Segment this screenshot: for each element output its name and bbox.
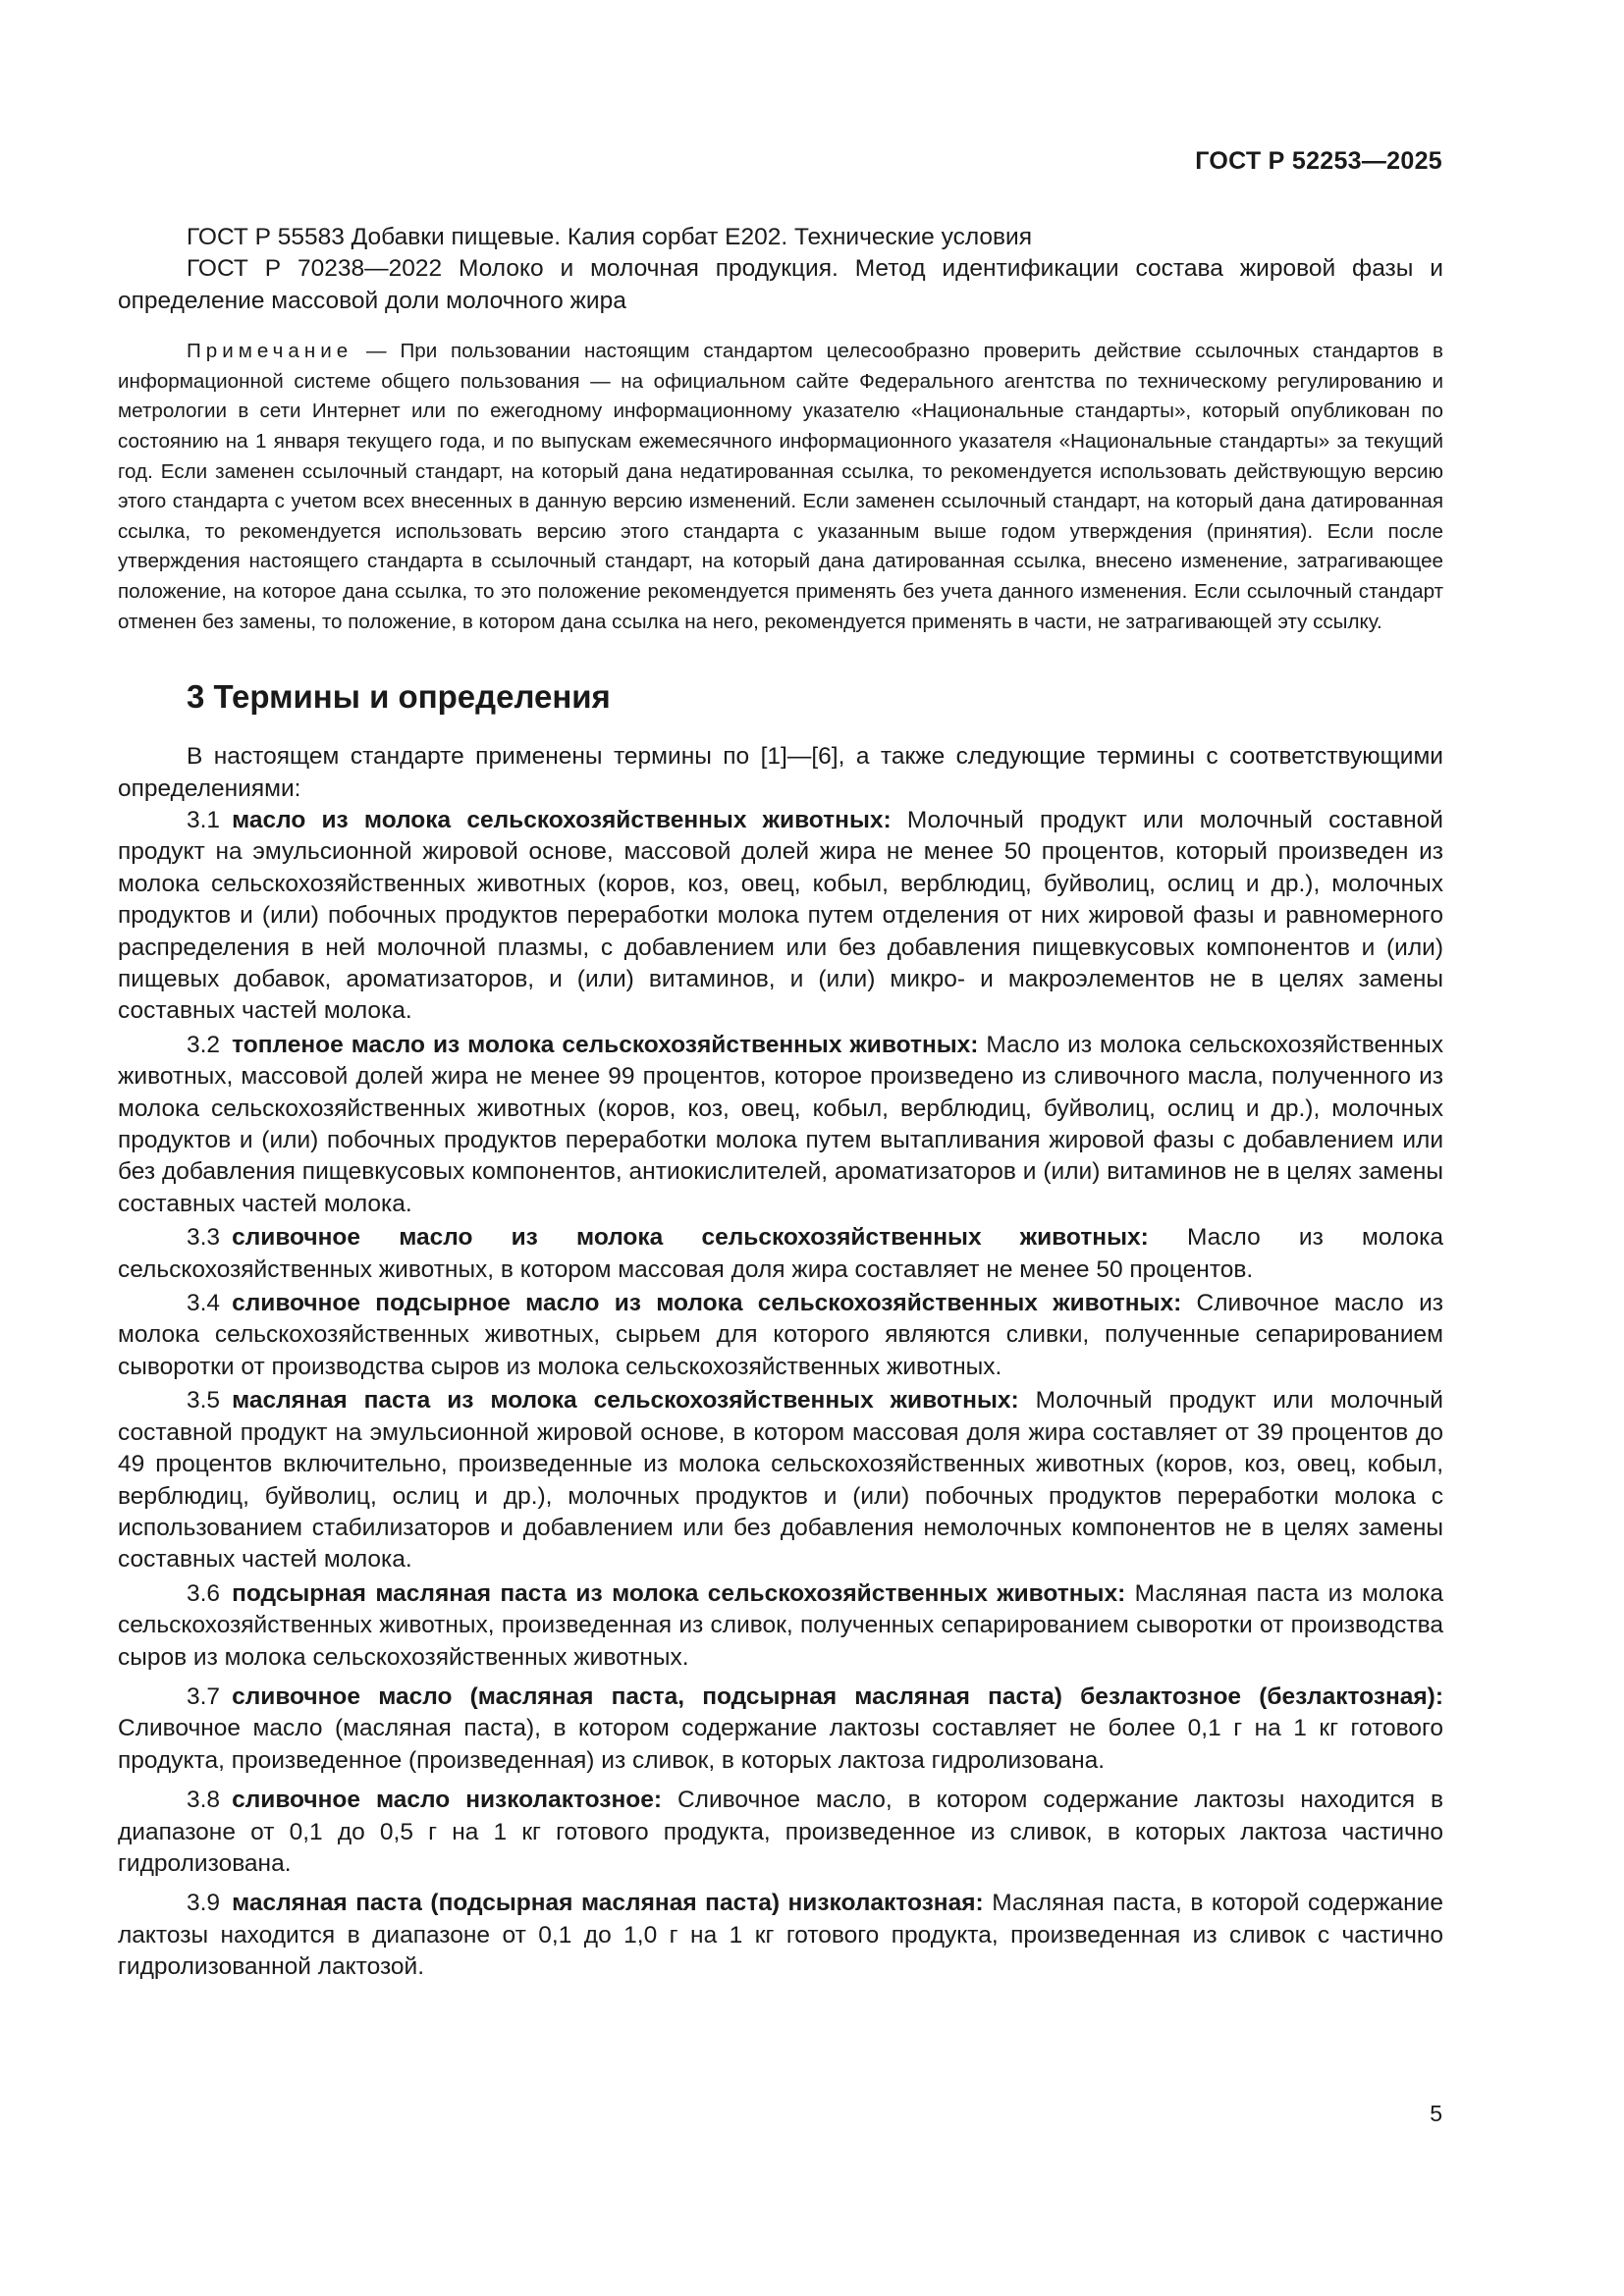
term-text: Масляная паста, в которой содержание лактозы находится в диапазоне от 0,1 до 1,0 г на 1 кг готового продукта, произведенная из сливок с частично гидролизованной лактозой. (118, 1890, 1443, 1981)
term-number: 3.9 (187, 1890, 221, 1917)
page-content (118, 222, 1443, 1986)
term-name: сливочное масло низколактозное: (232, 1787, 663, 1814)
term-number: 3.8 (187, 1787, 221, 1814)
term-text: Сливочное масло, в котором содержание лактозы находится в диапазоне от 0,1 до 0,5 г на 1 кг готового продукта, произведенное из сливок, в которых лактоза частично гидролизована. (118, 1787, 1443, 1877)
document-code-header: ГОСТ Р 52253—2025 (1195, 147, 1442, 175)
term-number: 3.1 (187, 806, 221, 833)
term-definition (118, 1682, 1443, 1777)
term-number: 3.7 (187, 1682, 221, 1710)
section-intro: В настоящем стандарте применены термины по [1]—[6], а также следующие термины с соответствующими определениями: (118, 743, 1443, 802)
term-definition (118, 805, 1443, 1028)
term-definition (118, 1888, 1443, 1983)
term-definition (118, 1288, 1443, 1383)
term-name: сливочное подсырное масло из молока сельскохозяйственных животных: (232, 1290, 1182, 1317)
note-text: — При пользовании настоящим стандартом целесообразно проверить действие ссылочных стандартов в информационной системе общего пользования — на официальном сайте Федерального агентства по техническому регулированию и метрологии в сети Интернет или по ежегодному информационному указателю «Национальные стандарты», который опубликован по состоянию на 1 января текущего года, и по выпускам ежемесячного информационного указателя «Национальные стандарты» за текущий год. Если заменен ссылочный стандарт, на который дана недатированная ссылка, то рекомендуется использовать действующую версию этого стандарта с учетом всех внесенных в данную версию изменений. Если заменен ссылочный стандарт, на который дана датированная ссылка, то рекомендуется использовать версию этого стандарта с указанным выше годом утверждения (принятия). Если после утверждения настоящего стандарта в ссылочный стандарт, на который дана датированная ссылка, внесено изменение, затрагивающее положение, на которое дана ссылка, то это положение рекомендуется применять без учета данного изменения. Если ссылочный стандарт отменен без замены, то положение, в котором дана ссылка на него, рекомендуется применять в части, не затрагивающей эту ссылку. (118, 340, 1443, 633)
term-text: Масло из молока сельскохозяйственных животных, в котором массовая доля жира составляет не менее 50 процентов. (118, 1224, 1443, 1283)
term-definition (118, 1385, 1443, 1575)
term-definition (118, 1578, 1443, 1674)
term-number: 3.2 (187, 1031, 221, 1058)
term-number: 3.3 (187, 1224, 221, 1252)
term-text: Сливочное масло (масляная паста), в котором содержание лактозы составляет не более 0,1 г на 1 кг готового продукта, произведенное (произведенная) из сливок, в которых лактоза гидролизована. (118, 1715, 1443, 1774)
term-name: масляная паста из молока сельскохозяйственных животных: (232, 1387, 1019, 1415)
term-name: масло из молока сельскохозяйственных животных: (232, 806, 892, 833)
note-label: Примечание (187, 340, 353, 363)
term-name: сливочное масло (масляная паста, подсырная масляная паста) безлактозное (безлактозная): (232, 1682, 1443, 1710)
term-name: масляная паста (подсырная масляная паста) низколактозная: (232, 1890, 984, 1917)
reference-item: ГОСТ Р 55583 Добавки пищевые. Калия сорбат Е202. Технические условия (187, 224, 1032, 250)
normative-references (118, 222, 1443, 317)
section-title: 3 Термины и определения (187, 678, 611, 716)
term-definition (118, 1030, 1443, 1220)
term-number: 3.6 (187, 1579, 221, 1607)
page-number: 5 (1430, 2101, 1442, 2126)
term-text: Масляная паста из молока сельскохозяйственных животных, произведенная из сливок, полученных сепарированием сыворотки от производства сыров из молока сельскохозяйственных животных. (118, 1579, 1443, 1671)
term-name: сливочное масло из молока сельскохозяйственных животных: (232, 1224, 1149, 1252)
term-name: подсырная масляная паста из молока сельскохозяйственных животных: (232, 1579, 1126, 1607)
term-number: 3.4 (187, 1290, 221, 1317)
term-text: Масло из молока сельскохозяйственных животных, массовой долей жира не менее 99 процентов, которое произведено из сливочного масла, полученного из молока сельскохозяйственных животных (коров, коз, овец, кобыл, верблюдиц, буйволиц, ослиц и др.), молочных продуктов и (или) побочных продуктов переработки молока путем вытапливания жировой фазы с добавлением или без добавления пищевкусовых компонентов, антиокислителей, ароматизаторов и (или) витаминов не в целях замены составных частей молока. (118, 1031, 1443, 1217)
term-name: топленое масло из молока сельскохозяйственных животных: (232, 1031, 979, 1058)
term-definition (118, 1222, 1443, 1286)
term-number: 3.5 (187, 1387, 221, 1415)
reference-note (118, 337, 1443, 637)
term-text: Молочный продукт или молочный составной продукт на эмульсионной жировой основе, массовой долей жира не менее 50 процентов, который произведен из молока сельскохозяйственных животных (коров, коз, овец, кобыл, верблюдиц, буйволиц, ослиц и др.), молочных продуктов и (или) побочных продуктов переработки молока путем отделения от них жировой фазы и равномерного распределения в ней молочной плазмы, с добавлением или без добавления пищевкусовых компонентов и (или) пищевых добавок, ароматизаторов, и (или) витаминов, и (или) микро- и макроэлементов не в целях замены составных частей молока. (118, 806, 1443, 1025)
reference-item: ГОСТ Р 70238—2022 Молоко и молочная продукция. Метод идентификации состава жировой фазы и определение массовой доли молочного жира (118, 255, 1443, 314)
term-text: Молочный продукт или молочный составной продукт на эмульсионной жировой основе, в котором массовая доля жира составляет от 39 процентов до 49 процентов включительно, произведенные из молока сельскохозяйственных животных (коров, коз, овец, кобыл, верблюдиц, буйволиц, ослиц и др.), молочных продуктов и (или) побочных продуктов переработки молока с использованием стабилизаторов и добавлением или без добавления немолочных компонентов не в целях замены составных частей молока. (118, 1387, 1443, 1574)
term-text: Сливочное масло из молока сельскохозяйственных животных, сырьем для которого являются сливки, полученные сепарированием сыворотки от производства сыров из молока сельскохозяйственных животных. (118, 1290, 1443, 1380)
term-definition (118, 1785, 1443, 1880)
